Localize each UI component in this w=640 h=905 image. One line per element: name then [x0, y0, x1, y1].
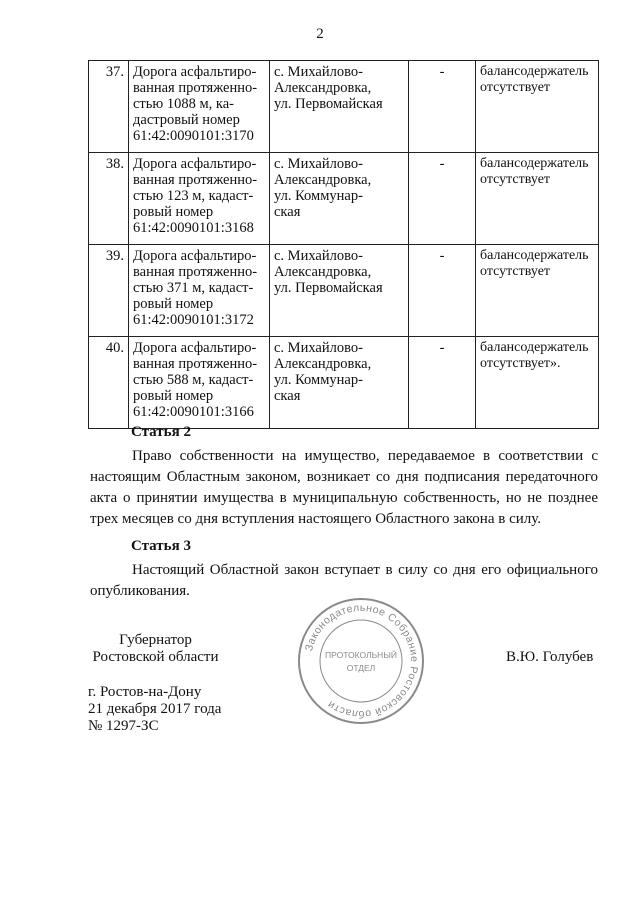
table-row [89, 337, 599, 429]
property-address-line: Александровка, [274, 80, 372, 96]
property-name-line: дастровый номер [133, 112, 240, 128]
property-name-line: 61:42:0090101:3172 [133, 312, 254, 328]
article-3-heading: Статья 3 [131, 538, 191, 554]
property-owner-line: отсутствует [480, 80, 551, 95]
property-owner-line: отсутствует [480, 264, 551, 279]
signatory-title [88, 632, 223, 666]
property-address-line: ская [274, 388, 301, 404]
property-address-line: ская [274, 204, 301, 220]
article-2-heading: Статья 2 [131, 424, 191, 440]
place-date-block [88, 684, 221, 735]
property-table [88, 60, 599, 429]
property-address-line: Александровка, [274, 264, 372, 280]
property-name-line: стью 123 м, кадаст- [133, 188, 254, 204]
property-empty-field: - [409, 61, 476, 153]
property-name-line: ванная протяженно- [133, 172, 258, 188]
official-seal-stamp [296, 596, 426, 726]
property-owner [476, 153, 599, 245]
seal-ring-text: Законодательное Собрание Ростовской области [303, 601, 421, 721]
property-address-line: ул. Коммунар- [274, 372, 363, 388]
property-address-line: ул. Первомайская [274, 280, 383, 296]
row-number: 39. [89, 245, 129, 337]
signatory-name: В.Ю. Голубев [506, 649, 594, 665]
property-name-line: ванная протяженно- [133, 356, 258, 372]
property-address-line: с. Михайлово- [274, 64, 363, 80]
seal-inner-ring [320, 620, 402, 702]
place-of-signing: г. Ростов-на-Дону [88, 684, 202, 700]
property-address-line: с. Михайлово- [274, 156, 363, 172]
property-owner-line: балансодержатель [480, 64, 589, 79]
property-name-line: ванная протяженно- [133, 80, 258, 96]
property-owner-line: балансодержатель [480, 340, 589, 355]
law-number: № 1297-ЗС [88, 718, 159, 734]
table-row [89, 153, 599, 245]
property-name-line: стью 588 м, кадаст- [133, 372, 254, 388]
property-name-line: Дорога асфальтиро- [133, 248, 257, 264]
property-name-line: Дорога асфальтиро- [133, 156, 257, 172]
property-empty-field: - [409, 245, 476, 337]
property-owner-line: балансодержатель [480, 156, 589, 171]
date-of-signing: 21 декабря 2017 года [88, 701, 222, 717]
property-owner [476, 245, 599, 337]
property-owner-line: отсутствует [480, 172, 551, 187]
table-row [89, 245, 599, 337]
property-address-line: с. Михайлово- [274, 340, 363, 356]
row-number: 38. [89, 153, 129, 245]
article-3-text: Настоящий Областной закон вступает в силу со дня его официального опубликования. [90, 562, 598, 599]
property-name-line: ровый номер [133, 388, 214, 404]
property-name-line: стью 1088 м, ка- [133, 96, 234, 112]
property-name [129, 61, 270, 153]
property-table-body [89, 61, 599, 429]
seal-outer-ring [299, 599, 423, 723]
property-name-line: 61:42:0090101:3168 [133, 220, 254, 236]
article-2-text: Право собственности на имущество, передаваемое в соответствии с настоящим Областным законом, возникает со дня подписания передаточного акта о принятии имущества в муниципальную собственность, но не позднее трех месяцев со дня вступления настоящего Областного закона в силу. [90, 448, 598, 527]
property-name-line: ровый номер [133, 296, 214, 312]
property-address-line: с. Михайлово- [274, 248, 363, 264]
property-address [270, 153, 409, 245]
signatory-title-line1: Губернатор [119, 632, 192, 648]
property-name-line: ванная протяженно- [133, 264, 258, 280]
property-name [129, 245, 270, 337]
property-name-line: 61:42:0090101:3170 [133, 128, 254, 144]
property-name-line: стью 371 м, кадаст- [133, 280, 254, 296]
property-address-line: Александровка, [274, 172, 372, 188]
row-number: 37. [89, 61, 129, 153]
property-name [129, 337, 270, 429]
property-owner [476, 61, 599, 153]
property-name-line: Дорога асфальтиро- [133, 64, 257, 80]
property-owner-line: отсутствует». [480, 356, 561, 371]
property-name-line: 61:42:0090101:3166 [133, 404, 254, 420]
property-address [270, 337, 409, 429]
table-row [89, 61, 599, 153]
property-name-line: ровый номер [133, 204, 214, 220]
property-address-line: ул. Коммунар- [274, 188, 363, 204]
property-address [270, 245, 409, 337]
seal-center-line1: ПРОТОКОЛЬНЫЙ [325, 650, 397, 660]
property-address-line: Александровка, [274, 356, 372, 372]
row-number: 40. [89, 337, 129, 429]
property-name-line: Дорога асфальтиро- [133, 340, 257, 356]
property-address-line: ул. Первомайская [274, 96, 383, 112]
property-owner-line: балансодержатель [480, 248, 589, 263]
signatory-title-line2: Ростовской области [92, 649, 219, 665]
property-empty-field: - [409, 153, 476, 245]
seal-center-line2: ОТДЕЛ [346, 663, 376, 673]
property-address [270, 61, 409, 153]
page-number: 2 [316, 26, 324, 42]
property-name [129, 153, 270, 245]
property-owner [476, 337, 599, 429]
property-empty-field: - [409, 337, 476, 429]
